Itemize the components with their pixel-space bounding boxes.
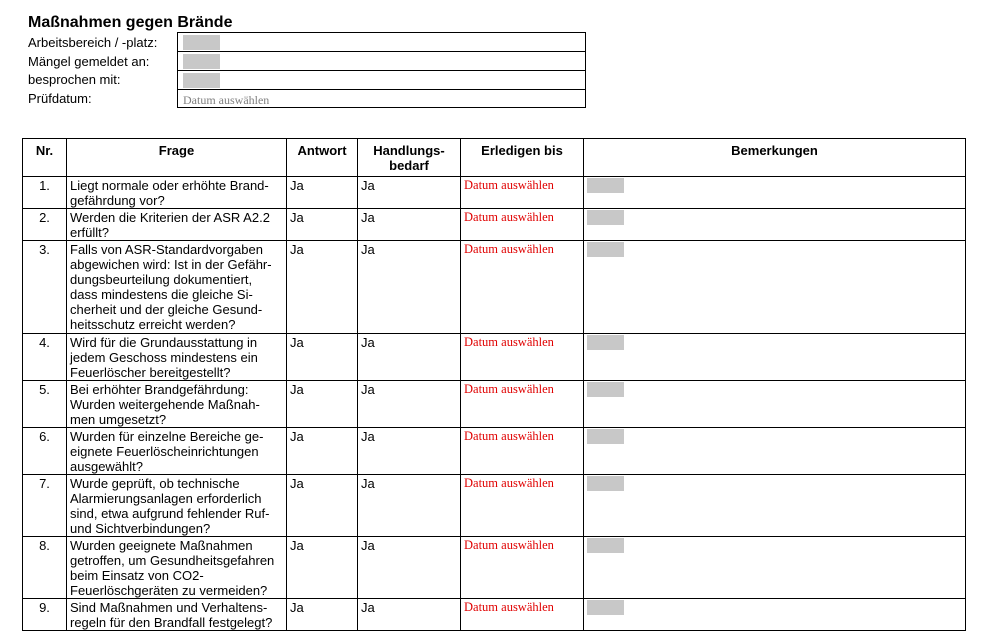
reported-field[interactable]	[178, 52, 585, 71]
remarks-cell	[584, 537, 966, 599]
due-date-picker[interactable]: Datum auswählen	[461, 599, 584, 631]
question-line: Bei erhöhter Brandgefährdung:	[70, 382, 249, 397]
due-date-picker[interactable]: Datum auswählen	[461, 381, 584, 428]
remarks-input[interactable]	[587, 538, 624, 553]
question-cell	[67, 381, 287, 428]
remarks-cell	[584, 475, 966, 537]
remarks-cell	[584, 428, 966, 475]
question-line: Wird für die Grundausstattung in	[70, 335, 258, 350]
reported-label: Mängel gemeldet an:	[28, 53, 150, 69]
question-line: Wurden geeignete Maßnahmen	[70, 538, 253, 553]
col-header-nr: Nr.	[23, 139, 67, 177]
question-cell	[67, 209, 287, 241]
col-header-question: Frage	[67, 139, 287, 177]
remarks-input[interactable]	[587, 335, 624, 350]
row-number: 3.	[23, 241, 67, 334]
question-line: dass mindestens die gleiche Si-	[70, 287, 253, 302]
answer-dropdown[interactable]: Ja	[287, 177, 358, 209]
discussed-label: besprochen mit:	[28, 72, 121, 87]
question-cell	[67, 428, 287, 475]
remarks-cell	[584, 177, 966, 209]
action-dropdown[interactable]: Ja	[358, 537, 461, 599]
remarks-input[interactable]	[587, 600, 624, 615]
row-number: 4.	[23, 334, 67, 381]
remarks-cell	[584, 599, 966, 631]
table-header-row	[23, 139, 966, 177]
table-row	[23, 241, 966, 334]
table-row	[23, 381, 966, 428]
col-header-remarks: Bemerkungen	[584, 139, 966, 177]
table-row	[23, 209, 966, 241]
action-dropdown[interactable]: Ja	[358, 209, 461, 241]
question-line: erfüllt?	[70, 225, 110, 240]
due-date-picker[interactable]: Datum auswählen	[461, 475, 584, 537]
row-number: 1.	[23, 177, 67, 209]
discussed-field[interactable]	[178, 71, 585, 90]
question-cell	[67, 537, 287, 599]
header-fields-box	[177, 32, 586, 108]
remarks-input[interactable]	[587, 382, 624, 397]
table-row	[23, 334, 966, 381]
area-field[interactable]	[178, 33, 585, 52]
question-cell	[67, 475, 287, 537]
question-line: heitsschutz erreicht werden?	[70, 317, 236, 332]
question-line: regeln für den Brandfall festgelegt?	[70, 615, 273, 630]
area-label: Arbeitsbereich / -platz:	[28, 35, 158, 50]
answer-dropdown[interactable]: Ja	[287, 428, 358, 475]
question-line: und Sichtverbindungen?	[70, 521, 211, 536]
question-line: sind, etwa aufgrund fehlender Ruf-	[70, 506, 270, 521]
area-input[interactable]	[183, 35, 220, 50]
question-line: Feuerlöscher bereitgestellt?	[70, 365, 231, 380]
answer-dropdown[interactable]: Ja	[287, 537, 358, 599]
question-line: cherheit und der gleiche Gesund-	[70, 302, 263, 317]
col-header-action-line1: Handlungs-	[373, 143, 445, 158]
question-line: eignete Feuerlöscheinrichtungen	[70, 444, 259, 459]
action-dropdown[interactable]: Ja	[358, 177, 461, 209]
due-date-picker[interactable]: Datum auswählen	[461, 177, 584, 209]
page-title: Maßnahmen gegen Brände	[28, 14, 233, 31]
row-number: 6.	[23, 428, 67, 475]
question-line: Wurden für einzelne Bereiche ge-	[70, 429, 264, 444]
col-header-action-line2: bedarf	[389, 158, 429, 173]
action-dropdown[interactable]: Ja	[358, 334, 461, 381]
table-row	[23, 599, 966, 631]
answer-dropdown[interactable]: Ja	[287, 599, 358, 631]
remarks-input[interactable]	[587, 178, 624, 193]
due-date-picker[interactable]: Datum auswählen	[461, 537, 584, 599]
question-line: Feuerlöschgeräten zu vermeiden?	[70, 583, 268, 598]
question-line: jedem Geschoss mindestens ein	[70, 350, 258, 365]
row-number: 7.	[23, 475, 67, 537]
remarks-cell	[584, 381, 966, 428]
action-dropdown[interactable]: Ja	[358, 428, 461, 475]
question-cell	[67, 334, 287, 381]
question-line: men umgesetzt?	[70, 412, 167, 427]
action-dropdown[interactable]: Ja	[358, 475, 461, 537]
question-line: gefährdung vor?	[70, 193, 165, 208]
answer-dropdown[interactable]: Ja	[287, 334, 358, 381]
row-number: 9.	[23, 599, 67, 631]
question-line: abgewichen wird: Ist in der Gefähr-	[70, 257, 272, 272]
remarks-cell	[584, 334, 966, 381]
due-date-picker[interactable]: Datum auswählen	[461, 241, 584, 334]
reported-input[interactable]	[183, 54, 220, 69]
date-picker[interactable]: Datum auswählen	[183, 93, 270, 107]
row-number: 8.	[23, 537, 67, 599]
question-line: Alarmierungsanlagen erforderlich	[70, 491, 262, 506]
date-label: Prüfdatum:	[28, 90, 92, 106]
question-line: dungsbeurteilung dokumentiert,	[70, 272, 253, 287]
due-date-picker[interactable]: Datum auswählen	[461, 209, 584, 241]
row-number: 2.	[23, 209, 67, 241]
col-header-due: Erledigen bis	[461, 139, 584, 177]
table-row	[23, 475, 966, 537]
question-line: Werden die Kriterien der ASR A2.2	[70, 210, 270, 225]
remarks-cell	[584, 209, 966, 241]
table-row	[23, 537, 966, 599]
action-dropdown[interactable]: Ja	[358, 599, 461, 631]
checklist-table	[22, 138, 966, 631]
remarks-input[interactable]	[587, 242, 624, 257]
question-line: getroffen, um Gesundheitsgefahren	[70, 553, 275, 568]
answer-dropdown[interactable]: Ja	[287, 209, 358, 241]
question-line: Wurden weitergehende Maßnah-	[70, 397, 260, 412]
answer-dropdown[interactable]: Ja	[287, 241, 358, 334]
col-header-answer: Antwort	[287, 139, 358, 177]
table-row	[23, 177, 966, 209]
action-dropdown[interactable]: Ja	[358, 241, 461, 334]
question-line: Wurde geprüft, ob technische	[70, 476, 240, 491]
date-field[interactable]	[178, 90, 585, 108]
answer-dropdown[interactable]: Ja	[287, 381, 358, 428]
question-line: Falls von ASR-Standardvorgaben	[70, 242, 263, 257]
action-dropdown[interactable]: Ja	[358, 381, 461, 428]
table-row	[23, 428, 966, 475]
row-number: 5.	[23, 381, 67, 428]
discussed-input[interactable]	[183, 73, 220, 88]
question-line: Sind Maßnahmen und Verhaltens-	[70, 600, 268, 615]
question-cell	[67, 177, 287, 209]
question-line: Liegt normale oder erhöhte Brand-	[70, 178, 269, 193]
remarks-cell	[584, 241, 966, 334]
remarks-input[interactable]	[587, 429, 624, 444]
question-cell	[67, 599, 287, 631]
remarks-input[interactable]	[587, 476, 624, 491]
answer-dropdown[interactable]: Ja	[287, 475, 358, 537]
question-line: ausgewählt?	[70, 459, 143, 474]
question-cell	[67, 241, 287, 334]
due-date-picker[interactable]: Datum auswählen	[461, 334, 584, 381]
header-labels	[28, 34, 157, 108]
col-header-action	[358, 139, 461, 177]
due-date-picker[interactable]: Datum auswählen	[461, 428, 584, 475]
question-line: beim Einsatz von CO2-	[70, 568, 204, 583]
remarks-input[interactable]	[587, 210, 624, 225]
